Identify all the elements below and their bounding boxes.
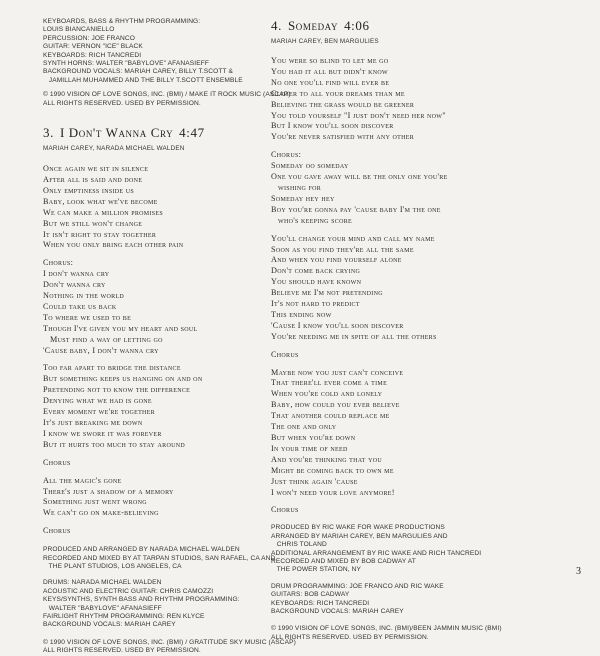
- stanza-gap: [43, 251, 265, 258]
- credit-line: PERCUSSION: JOE FRANCO: [43, 34, 135, 42]
- left-column: [43, 18, 296, 656]
- lyric-line: Closer to all your dreams than me: [271, 88, 405, 98]
- lyric-line: You're needing me in spite of all the others: [271, 331, 437, 341]
- top-copyright: [43, 91, 291, 108]
- song-name: I Don't Wanna Cry: [59, 125, 174, 141]
- credit-line: ALL RIGHTS RESERVED. USED BY PERMISSION.: [43, 99, 201, 107]
- stanza: [271, 234, 583, 343]
- top-credits: [43, 18, 265, 85]
- credit-line: PRODUCED BY RIC WAKE FOR WAKE PRODUCTIONS: [271, 524, 445, 532]
- lyric-line: You'll change your mind and call my name: [271, 233, 435, 243]
- stanza: [43, 526, 265, 537]
- stanza: [43, 363, 265, 450]
- page-number: 3: [576, 566, 581, 577]
- credit-line: THE POWER STATION, NY: [271, 566, 361, 574]
- credit-line: KEYBOARDS, BASS & RHYTHM PROGRAMMING:: [43, 18, 201, 25]
- lyric-line: Soon as you find they're all the same: [271, 244, 414, 254]
- credit-line: PRODUCED AND ARRANGED BY NARADA MICHAEL WALDEN: [43, 546, 240, 554]
- lyric-line: But something keeps us hanging on and on: [43, 374, 203, 384]
- stanza-gap: [271, 498, 583, 505]
- lyric-line: But we still won't change: [43, 218, 143, 228]
- lyric-line: 'Cause I know you'll soon discover: [271, 320, 404, 330]
- lyric-line: You were so blind to let me go: [271, 56, 389, 65]
- lyric-line: I won't need your love anymore!: [271, 487, 395, 497]
- lyric-line: Chorus: [43, 457, 71, 467]
- song-title: [271, 18, 583, 34]
- lyric-line: When you're cold and lonely: [271, 389, 383, 399]
- stanza-gap: [271, 361, 583, 368]
- lyric-line: It isn't right to stay together: [43, 229, 157, 239]
- credit-line: BACKGROUND VOCALS: MARIAH CAREY: [271, 608, 404, 615]
- lyric-line: After all is said and done: [43, 174, 143, 184]
- song-name: Someday: [287, 18, 339, 33]
- stanza: [271, 150, 583, 226]
- credit-line: ALL RIGHTS RESERVED. USED BY PERMISSION.: [271, 633, 429, 641]
- lyric-line: I don't wanna cry: [43, 269, 110, 279]
- credit-line: GUITARS: BOB CADWAY: [271, 591, 350, 599]
- lyric-line: Could take us back: [43, 301, 117, 311]
- lyric-line: It's just breaking me down: [43, 418, 143, 427]
- song-4-musicians: [271, 583, 583, 617]
- lyric-line: Something just went wrong: [43, 497, 147, 507]
- lyric-line: I know we swore it was forever: [43, 428, 162, 438]
- credit-line: KEYBOARDS: RICH TANCREDI: [43, 51, 142, 59]
- credit-line: © 1990 VISION OF LOVE SONGS, INC. (BMI) / GRATITUDE SKY MUSIC (ASCAP): [43, 638, 296, 646]
- stanza: [43, 476, 265, 520]
- lyric-line: Chorus:: [271, 150, 302, 160]
- lyric-line: wishing for: [271, 182, 322, 192]
- credit-line: CHRIS TOLAND: [271, 541, 327, 549]
- lyric-line: In your time of need: [271, 443, 348, 453]
- song-3-lyrics: [43, 164, 265, 537]
- lyric-line: You had it all but didn't know: [271, 66, 388, 76]
- lyric-line: Only emptiness inside us: [43, 185, 134, 195]
- lyric-line: who's keeping score: [271, 215, 352, 225]
- song-4-lyrics: [271, 56, 583, 516]
- lyric-line: Chorus:: [43, 258, 74, 268]
- lyric-line: Pretending not to know the difference: [43, 385, 191, 395]
- stanza-gap: [43, 519, 265, 526]
- lyric-line: And when you find yourself alone: [271, 255, 402, 265]
- credit-line: BACKGROUND VOCALS: MARIAH CAREY: [43, 621, 176, 629]
- lyric-line: Too far apart to bridge the distance: [43, 363, 181, 373]
- lyric-line: Baby, look what we've become: [43, 196, 158, 206]
- song-writers: MARIAH CAREY, BEN MARGULIES: [271, 38, 379, 45]
- lyric-line: To where we used to be: [43, 312, 132, 322]
- lyric-line: Chorus: [43, 526, 71, 536]
- stanza-gap: [43, 469, 265, 476]
- lyric-line: Nothing in the world: [43, 291, 125, 301]
- credit-line: JAMILLAH MUHAMMED AND THE BILLY T.SCOTT ENSEMBLE: [43, 76, 243, 84]
- lyric-line: It's not hard to predict: [271, 299, 360, 309]
- stanza-gap: [271, 227, 583, 234]
- song-4-copyright: [271, 625, 583, 642]
- lyric-line: But when you're down: [271, 433, 356, 442]
- credit-line: WALTER "BABYLOVE" AFANASIEFF: [43, 604, 162, 612]
- credit-line: ADDITIONAL ARRANGEMENT BY RIC WAKE AND RICH TANCREDI: [271, 549, 482, 557]
- song-3-header: [43, 125, 265, 152]
- lyric-line: And you're thinking that you: [271, 454, 382, 464]
- lyric-line: Just think again 'cause: [271, 476, 358, 486]
- stanza-gap: [43, 356, 265, 363]
- lyric-line: One you gave away will be the only one you're: [271, 172, 448, 182]
- lyric-line: But I know you'll soon discover: [271, 121, 394, 131]
- lyric-line: Might be coming back to own me: [271, 465, 394, 475]
- credit-line: GUITAR: VERNON "ICE" BLACK: [43, 43, 143, 51]
- credit-line: DRUM PROGRAMMING: JOE FRANCO AND RIC WAKE: [271, 582, 444, 590]
- lyric-line: Believe me I'm not pretending: [271, 288, 383, 298]
- lyric-line: Denying what we had is gone: [43, 396, 152, 406]
- credit-line: KEYS/SYNTHS, SYNTH BASS AND RHYTHM PROGRAMMING:: [43, 596, 240, 604]
- stanza: [43, 258, 265, 356]
- lyric-line: Don't come back crying: [271, 266, 361, 276]
- stanza-gap: [271, 143, 583, 150]
- lyric-line: When you only bring each other pain: [43, 240, 184, 250]
- song-3-musicians: [43, 579, 265, 629]
- lyric-line: The one and only: [271, 422, 337, 432]
- lyric-line: This ending now: [271, 309, 332, 319]
- song-number: 4.: [271, 18, 282, 33]
- lyric-line: Believing the grass would be greener: [271, 99, 415, 109]
- lyric-line: Boy you're gonna pay 'cause baby I'm the one: [271, 204, 441, 214]
- lyric-line: No one you'll find will ever be: [271, 77, 390, 87]
- stanza-gap: [43, 451, 265, 458]
- stanza: [43, 458, 265, 469]
- song-duration: 4:47: [179, 125, 205, 141]
- credit-line: FAIRLIGHT RHYTHM PROGRAMMING: REN KLYCE: [43, 613, 205, 620]
- credit-line: © 1990 VISION OF LOVE SONGS, INC. (BMI) / MAKE IT ROCK MUSIC (ASCAP): [43, 91, 291, 99]
- song-4-credits: [271, 524, 583, 574]
- lyric-line: There's just a shadow of a memory: [43, 486, 174, 496]
- credit-line: ALL RIGHTS RESERVED. USED BY PERMISSION.: [43, 647, 201, 655]
- lyric-line: Chorus: [271, 349, 299, 359]
- song-number: 3.: [43, 125, 54, 141]
- stanza: [271, 350, 583, 361]
- lyric-line: Someday hey hey: [271, 193, 335, 203]
- lyric-line: We can make a million promises: [43, 207, 163, 217]
- credit-line: © 1990 VISION OF LOVE SONGS, INC. (BMI)/BEEN JAMMIN MUSIC (BMI): [271, 625, 502, 633]
- credit-line: ACOUSTIC AND ELECTRIC GUITAR: CHRIS CAMOZZI: [43, 587, 214, 595]
- credit-line: KEYBOARDS: RICH TANCREDI: [271, 599, 370, 607]
- lyric-line: Baby, how could you ever believe: [271, 400, 400, 410]
- lyric-line: We can't go on make-believing: [43, 508, 159, 518]
- song-duration: 4:06: [344, 18, 370, 33]
- stanza: [271, 56, 583, 143]
- credit-line: ARRANGED BY MARIAH CAREY, BEN MARGULIES AND: [271, 532, 448, 540]
- credit-line: RECORDED AND MIXED BY BOB CADWAY AT: [271, 557, 416, 565]
- lyric-line: That there'll ever come a time: [271, 378, 388, 388]
- credit-line: THE PLANT STUDIOS, LOS ANGELES, CA: [43, 562, 182, 570]
- lyric-line: You should have known: [271, 277, 362, 287]
- lyric-line: All the magic's gone: [43, 475, 122, 485]
- stanza: [43, 164, 265, 251]
- lyric-line: Don't wanna cry: [43, 280, 106, 290]
- stanza: [271, 505, 583, 516]
- stanza-gap: [271, 343, 583, 350]
- lyric-line: 'Cause baby, I don't wanna cry: [43, 345, 159, 355]
- credit-line: LOUIS BIANCANIELLO: [43, 26, 115, 34]
- credit-line: DRUMS: NARADA MICHAEL WALDEN: [43, 579, 162, 587]
- lyric-line: You told yourself "I just don't need her now": [271, 110, 446, 120]
- song-writers: MARIAH CAREY, NARADA MICHAEL WALDEN: [43, 145, 185, 153]
- stanza: [271, 368, 583, 499]
- lyric-line: Once again we sit in silence: [43, 164, 149, 174]
- lyric-line: You're never satisfied with any other: [271, 132, 415, 142]
- lyric-line: Must find a way of letting go: [43, 334, 163, 344]
- lyric-line: Chorus: [271, 505, 299, 515]
- credit-line: RECORDED AND MIXED BY AT TARPAN STUDIOS, SAN RAFAEL, CA AND: [43, 554, 276, 562]
- lyric-line: But it hurts too much to stay around: [43, 439, 185, 449]
- lyric-line: Though I've given you my heart and soul: [43, 323, 198, 333]
- song-4-header: [271, 18, 583, 45]
- lyric-line: That another could replace me: [271, 411, 390, 421]
- song-title: [43, 125, 265, 141]
- lyric-line: Maybe now you just can't conceive: [271, 367, 404, 377]
- song-3-copyright: [43, 638, 296, 656]
- song-3-credits: [43, 546, 276, 571]
- right-column: [271, 18, 583, 642]
- credit-line: SYNTH HORNS: WALTER "BABYLOVE" AFANASIEFF: [43, 60, 209, 68]
- lyric-line: Every moment we're together: [43, 407, 155, 417]
- credit-line: BACKGROUND VOCALS: MARIAH CAREY, BILLY T.SCOTT &: [43, 68, 233, 76]
- lyric-line: Someday oo someday: [271, 161, 349, 171]
